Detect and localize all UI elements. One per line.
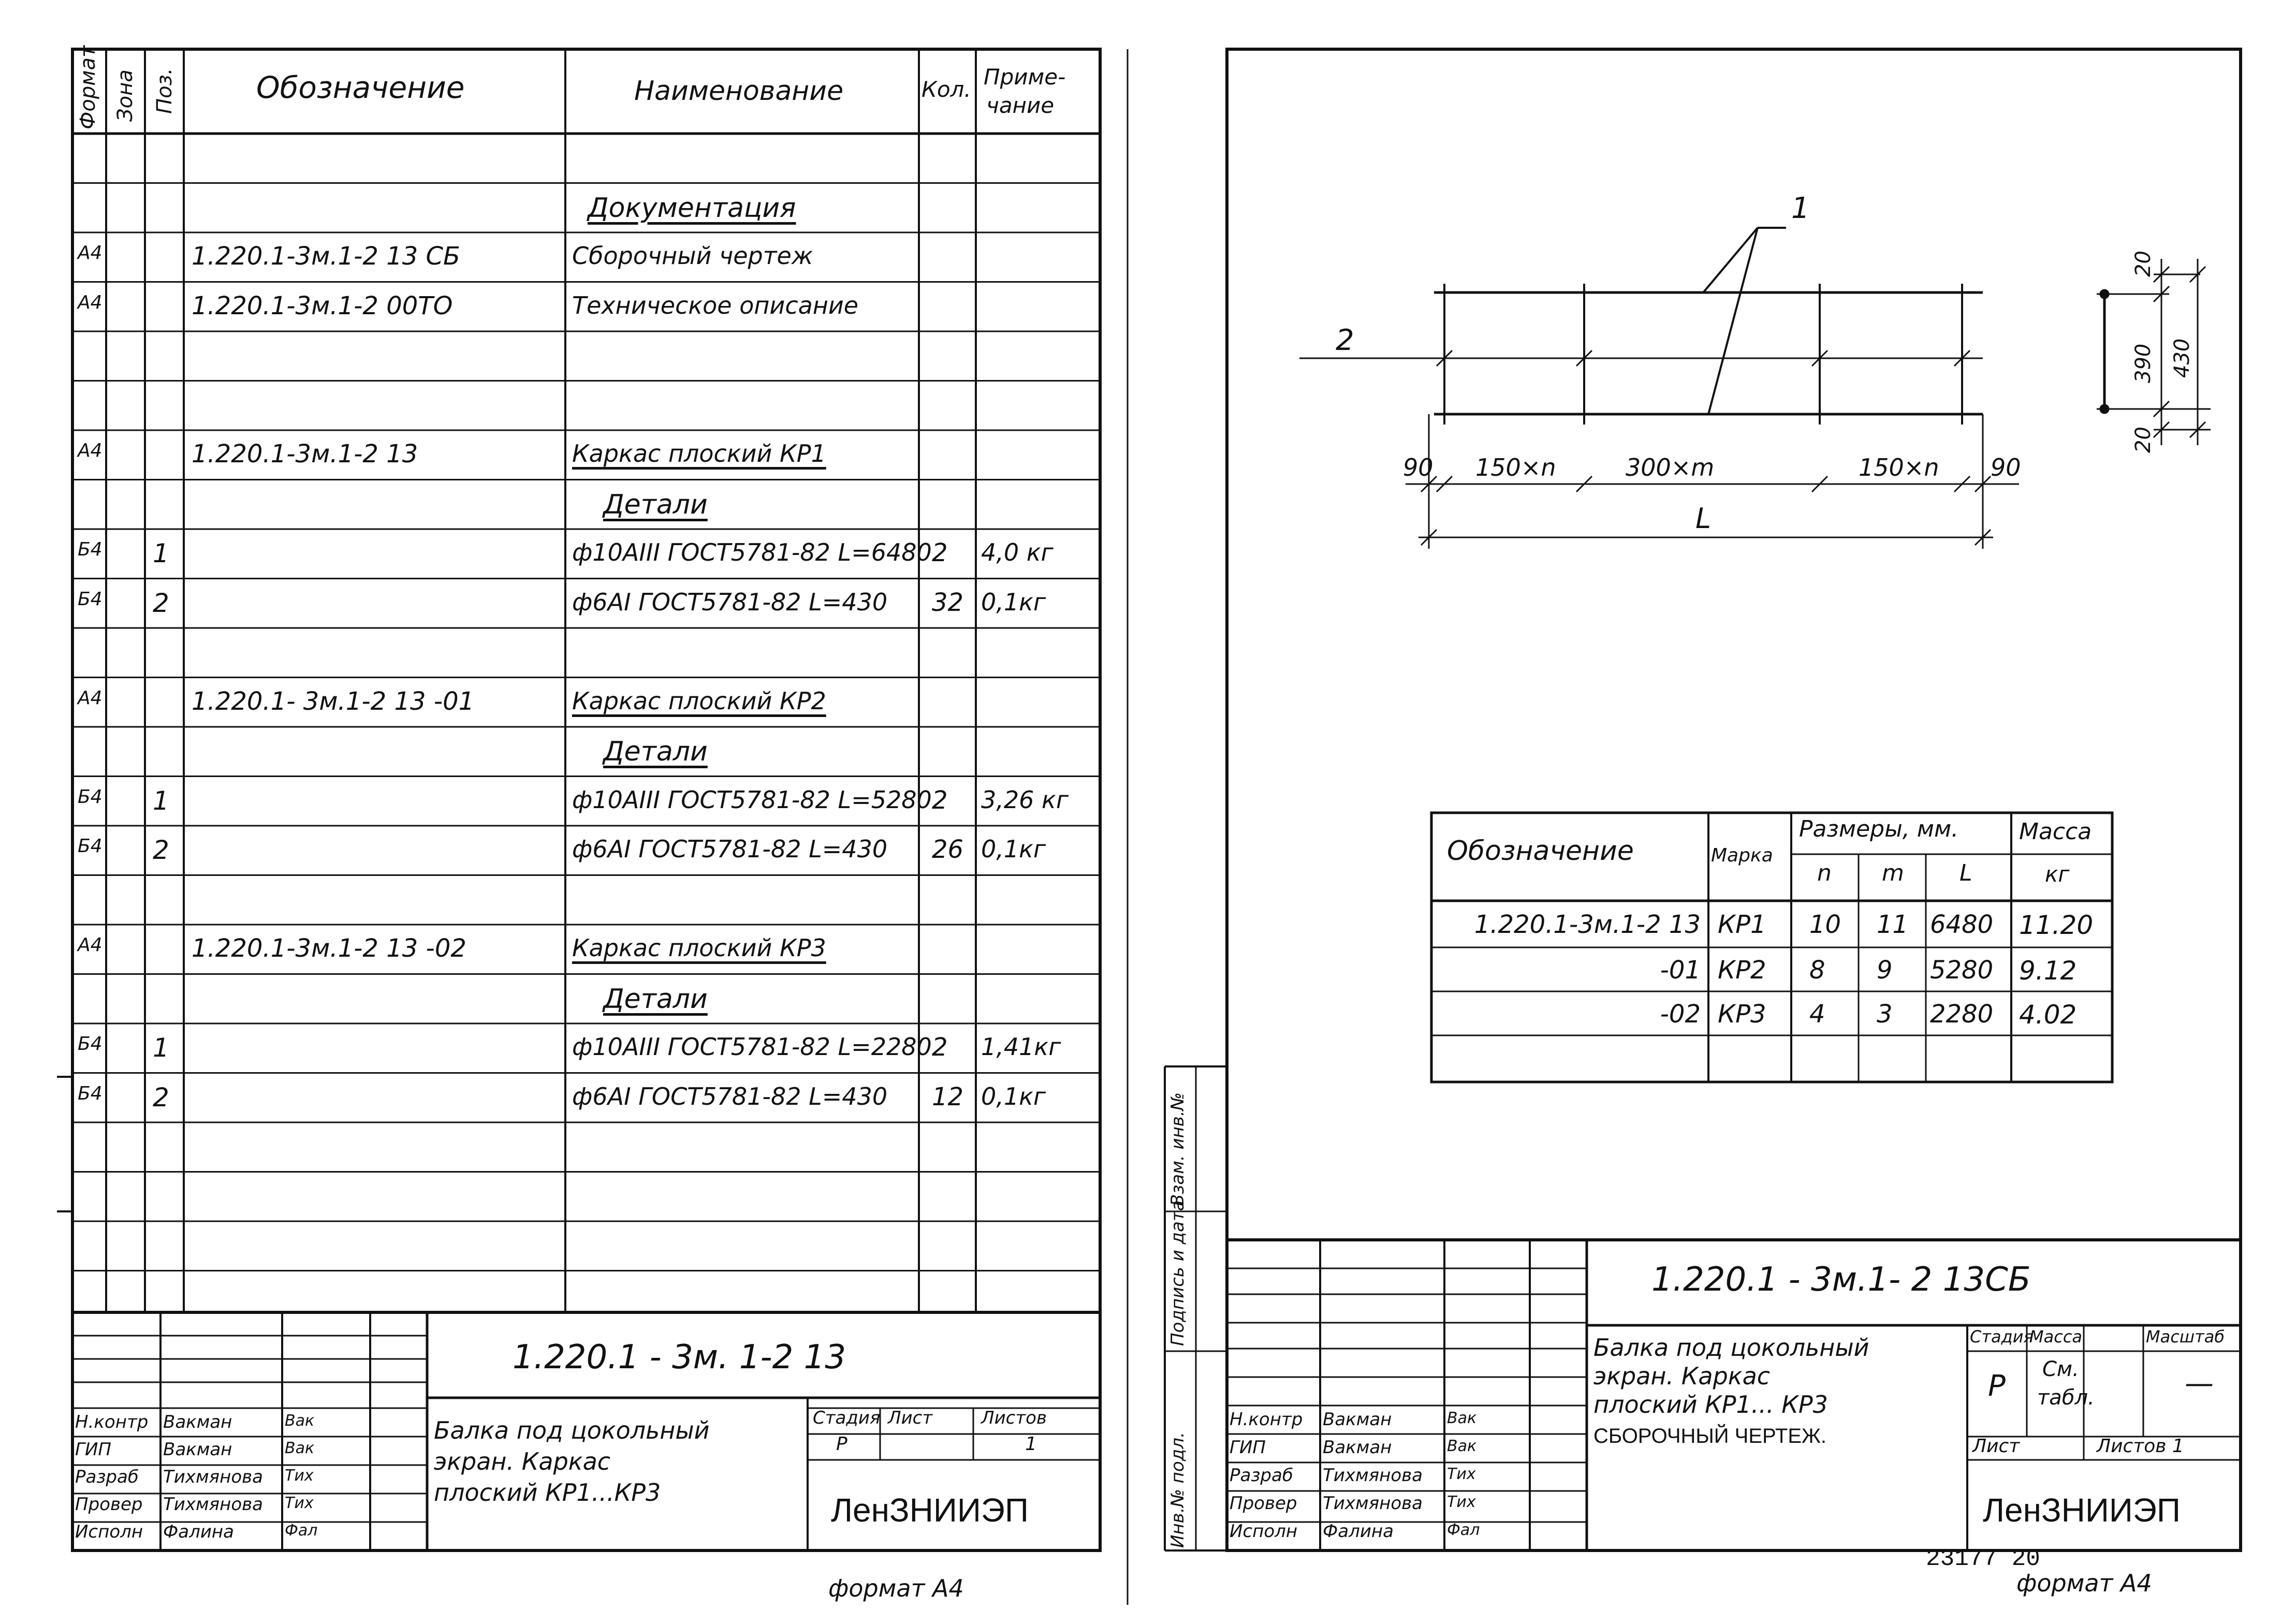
spec-cell-name: Техническое описание [572, 291, 859, 319]
stamp-person-role: Исполн [75, 1521, 143, 1542]
spec-cell-fmt: А4 [78, 934, 103, 956]
mass-table-mark: КР2 [1718, 956, 1766, 985]
table-h-sizes: Размеры, мм. [1799, 816, 1959, 842]
spec-cell-qty: 12 [932, 1082, 964, 1111]
stamp-person-sig: Тих [285, 1467, 314, 1485]
spec-cell-fmt: Б4 [78, 836, 103, 857]
vdim-20-top: 20 [2131, 251, 2155, 277]
mass-table-L: 6480 [1930, 910, 1994, 939]
format-label-right: формат А4 [2016, 1569, 2152, 1597]
stamp-title-right-3: плоский КР1... КР3 [1593, 1391, 1828, 1418]
spec-cell-name: Документация [588, 192, 796, 224]
stamp-mass-h-right: Масса [2029, 1327, 2083, 1347]
stamp-person-role: Провер [75, 1494, 143, 1515]
mass-table-m: 9 [1877, 956, 1893, 985]
spec-cell-pos: 1 [153, 1033, 169, 1063]
mass-table-mass: 9.12 [2019, 956, 2077, 986]
side-label-sign: Подпись и дата [1167, 1200, 1188, 1346]
stamp-stage-h-left: Стадия [813, 1408, 881, 1428]
spec-cell-note: 0,1кг [981, 588, 1046, 616]
dim-300m: 300×m [1626, 453, 1715, 481]
stamp-sheet-h-left: Лист [888, 1408, 933, 1428]
dim-90-right: 90 [1991, 453, 2021, 481]
stamp-stage-left: Р [836, 1433, 847, 1455]
spec-cell-name: ф6АI ГОСТ5781-82 L=430 [572, 588, 888, 616]
spec-cell-note: 0,1кг [981, 1082, 1046, 1110]
header-format: Формат [76, 45, 100, 129]
stamp-person-role: ГИП [75, 1439, 111, 1460]
mass-table-mark: КР3 [1718, 1000, 1766, 1029]
spec-cell-note: 3,26 кг [981, 785, 1069, 814]
stamp-title-right-1: Балка под цокольный [1593, 1334, 1869, 1362]
stamp-person-name: Фалина [163, 1521, 234, 1542]
vdim-430: 430 [2170, 338, 2194, 378]
mass-table-mark: КР1 [1718, 910, 1766, 939]
stamp-sheets-h-left: Листов [981, 1408, 1047, 1428]
mass-table-n: 4 [1809, 1000, 1825, 1029]
stamp-sheets-h-right: Листов 1 [2097, 1436, 2184, 1457]
dim-90-left: 90 [1403, 453, 1434, 481]
table-h-m: m [1882, 860, 1904, 886]
stamp-stage-h-right: Стадия [1970, 1327, 2034, 1347]
spec-cell-note: 0,1кг [981, 835, 1046, 863]
stamp-person-role: Разраб [75, 1467, 139, 1487]
leader-2-label: 2 [1336, 324, 1354, 357]
stamp-sheet-h-right: Лист [1972, 1436, 2020, 1457]
spec-cell-qty: 26 [932, 835, 964, 864]
stamp-sheets-left: 1 [1025, 1433, 1037, 1455]
stamp-org-left: ЛенЗНИИЭП [831, 1491, 1029, 1529]
spec-cell-note: 4,0 кг [981, 538, 1054, 566]
table-h-mass: Масса [2019, 818, 2092, 845]
stamp-person-sig: Тих [1447, 1465, 1476, 1483]
spec-cell-name: ф10АIII ГОСТ5781-82 L=5280 [572, 785, 932, 814]
stamp-person-name: Вакман [1323, 1437, 1392, 1458]
stamp-stage-right: Р [1988, 1369, 2006, 1403]
table-h-kg: кг [2045, 861, 2070, 887]
stamp-person-name: Вакман [163, 1439, 232, 1460]
spec-cell-qty: 2 [932, 1033, 948, 1062]
stamp-person-role: Разраб [1230, 1465, 1293, 1486]
spec-cell-name: ф10АIII ГОСТ5781-82 L=6480 [572, 538, 932, 566]
stamp-person-sig: Фал [285, 1521, 318, 1540]
dim-L: L [1695, 502, 1712, 535]
mass-table-n: 8 [1809, 956, 1825, 985]
stamp-person-sig: Вак [285, 1412, 315, 1430]
vdim-20-bottom: 20 [2131, 427, 2155, 453]
spec-cell-name: ф6АI ГОСТ5781-82 L=430 [572, 1082, 888, 1110]
spec-cell-fmt: Б4 [78, 1082, 103, 1104]
spec-cell-pos: 1 [153, 785, 169, 816]
stamp-person-role: ГИП [1230, 1437, 1266, 1458]
stamp-code-left: 1.220.1 - 3м. 1-2 13 [513, 1338, 846, 1377]
mass-table-des: -01 [1660, 956, 1701, 985]
spec-cell-qty: 32 [932, 588, 964, 617]
stamp-scale-right: — [2185, 1367, 2214, 1400]
format-label-left: формат А4 [828, 1574, 964, 1602]
mass-table-m: 3 [1877, 1000, 1893, 1029]
mass-table-des: 1.220.1-3м.1-2 13 [1474, 910, 1701, 939]
stamp-org-right: ЛенЗНИИЭП [1983, 1491, 2181, 1529]
spec-cell-pos: 2 [153, 1082, 169, 1113]
spec-cell-pos: 2 [153, 835, 169, 865]
stamp-person-sig: Вак [285, 1439, 315, 1457]
spec-cell-fmt: А4 [78, 687, 103, 709]
stamp-person-sig: Вак [1447, 1409, 1477, 1427]
spec-cell-fmt: Б4 [78, 588, 103, 610]
stamp-person-sig: Тих [285, 1494, 314, 1512]
spec-cell-name: ф6АI ГОСТ5781-82 L=430 [572, 835, 888, 863]
spec-cell-name: Детали [603, 983, 708, 1015]
spec-cell-note: 1,41кг [981, 1033, 1061, 1061]
dim-150n-right: 150×n [1859, 453, 1939, 481]
spec-cell-des: 1.220.1-3м.1-2 13 -02 [192, 934, 466, 963]
mass-table-n: 10 [1809, 910, 1841, 939]
stamp-title-left-2: экран. Каркас [434, 1447, 611, 1475]
mass-table-m: 11 [1877, 910, 1909, 939]
stamp-person-role: Исполн [1230, 1521, 1298, 1542]
spec-cell-name: Детали [603, 736, 708, 767]
stamp-title-right-2: экран. Каркас [1593, 1362, 1771, 1390]
spec-cell-name: Сборочный чертеж [572, 242, 813, 270]
mass-table-L: 2280 [1930, 1000, 1994, 1029]
spec-cell-fmt: А4 [78, 242, 103, 264]
stamp-person-sig: Фал [1447, 1521, 1480, 1539]
table-h-L: L [1959, 860, 1972, 886]
spec-cell-des: 1.220.1- 3м.1-2 13 -01 [192, 686, 475, 716]
leader-1-label: 1 [1791, 192, 1810, 225]
dim-150n-left: 150×n [1475, 453, 1556, 481]
vdim-390: 390 [2131, 343, 2155, 383]
header-note-1: Приме- [984, 64, 1066, 90]
spec-cell-fmt: Б4 [78, 786, 103, 808]
stamp-mass-right-1: См. [2042, 1357, 2079, 1381]
spec-cell-name: Каркас плоский КР3 [572, 934, 826, 962]
spec-cell-pos: 2 [153, 588, 169, 618]
side-label-replace: Взам. инв.№ [1167, 1092, 1188, 1206]
stamp-person-role: Н.контр [1230, 1409, 1303, 1430]
spec-cell-name: Каркас плоский КР1 [572, 440, 826, 467]
spec-cell-name: Детали [603, 489, 708, 520]
spec-cell-fmt: А4 [78, 440, 103, 461]
header-zone: Зона [113, 69, 137, 122]
header-pos: Поз. [153, 68, 177, 114]
spec-cell-name: ф10АIII ГОСТ5781-82 L=2280 [572, 1033, 932, 1061]
archive-number: 23177 20 [1926, 1545, 2040, 1572]
stamp-scale-h-right: Масштаб [2146, 1327, 2225, 1347]
stamp-code-right: 1.220.1 - 3м.1- 2 13СБ [1651, 1261, 2031, 1299]
stamp-title-right-4: СБОРОЧНЫЙ ЧЕРТЕЖ. [1593, 1425, 1827, 1447]
header-name: Наименование [634, 76, 844, 107]
stamp-person-name: Вакман [1323, 1409, 1392, 1430]
spec-cell-qty: 2 [932, 538, 948, 567]
spec-cell-des: 1.220.1-3м.1-2 13 [192, 440, 418, 469]
spec-cell-des: 1.220.1-3м.1-2 00ТО [192, 291, 453, 320]
table-h-designation: Обозначение [1447, 836, 1634, 867]
mass-table-des: -02 [1660, 1000, 1701, 1029]
spec-cell-fmt: Б4 [78, 539, 103, 560]
spec-cell-name: Каркас плоский КР2 [572, 686, 826, 715]
spec-cell-fmt: А4 [78, 291, 103, 313]
mass-table-L: 5280 [1930, 956, 1994, 985]
side-label-inv: Инв.№ подл. [1167, 1432, 1188, 1548]
stamp-title-left-3: плоский КР1...КР3 [434, 1479, 661, 1506]
stamp-person-name: Тихмянова [163, 1467, 263, 1487]
stamp-person-role: Провер [1230, 1493, 1297, 1514]
header-qty: Кол. [922, 77, 971, 102]
spec-cell-pos: 1 [153, 538, 169, 568]
spec-cell-qty: 2 [932, 785, 948, 815]
stamp-person-name: Вакман [163, 1412, 232, 1432]
table-h-n: n [1817, 860, 1832, 886]
mass-table-mass: 11.20 [2019, 910, 2094, 940]
stamp-person-name: Тихмянова [1323, 1465, 1423, 1486]
mass-table-mass: 4.02 [2019, 1000, 2077, 1030]
stamp-mass-right-2: табл. [2037, 1386, 2095, 1410]
stamp-person-name: Тихмянова [163, 1494, 263, 1515]
stamp-person-sig: Тих [1447, 1493, 1476, 1511]
stamp-person-sig: Вак [1447, 1437, 1477, 1455]
header-designation: Обозначение [256, 70, 465, 105]
header-note-2: чание [986, 93, 1055, 118]
stamp-title-left-1: Балка под цокольный [434, 1416, 710, 1444]
stamp-person-name: Тихмянова [1323, 1493, 1423, 1514]
spec-cell-des: 1.220.1-3м.1-2 13 СБ [192, 242, 460, 271]
table-h-mark: Марка [1711, 845, 1773, 866]
stamp-person-name: Фалина [1323, 1521, 1394, 1542]
stamp-person-role: Н.контр [75, 1412, 149, 1432]
spec-cell-fmt: Б4 [78, 1033, 103, 1055]
